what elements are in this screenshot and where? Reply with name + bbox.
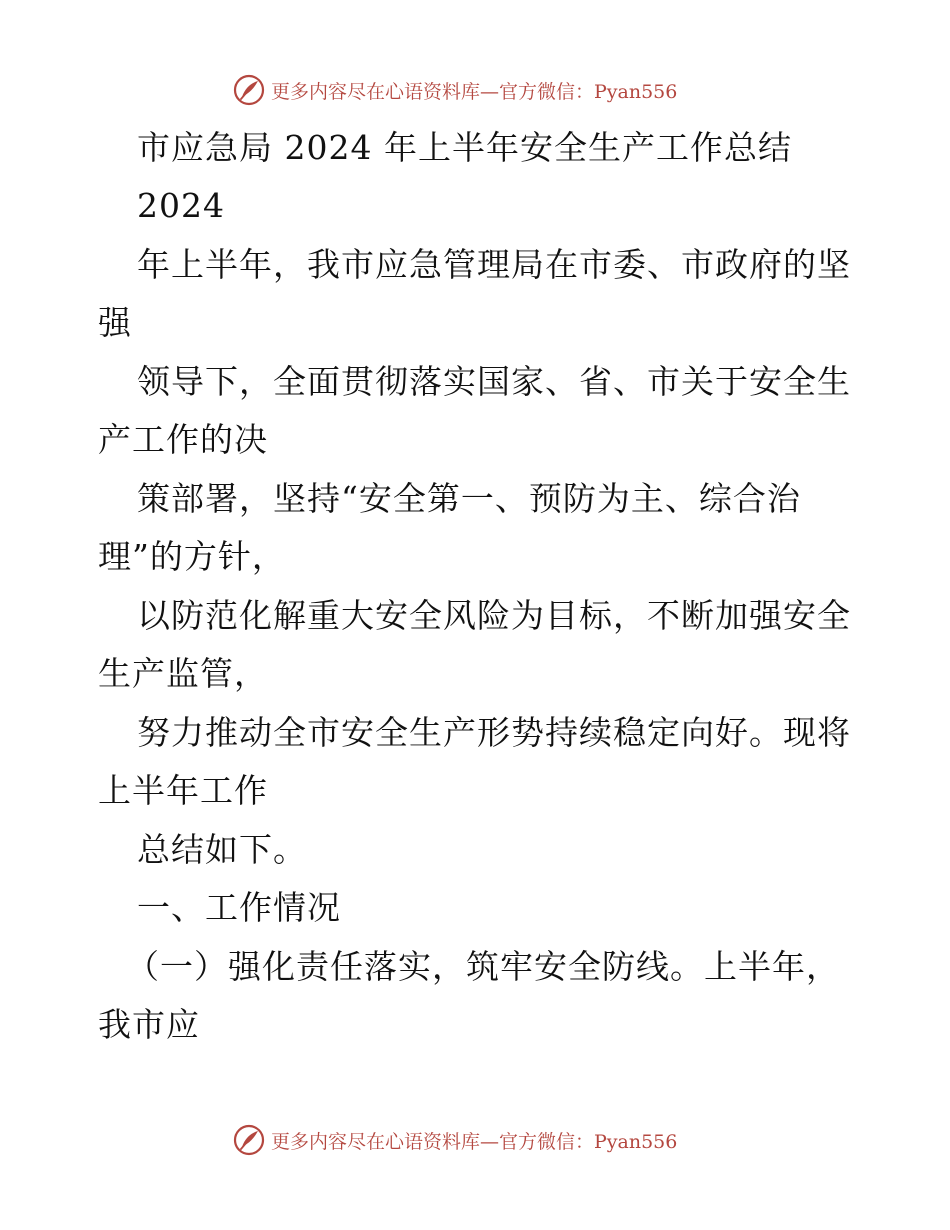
text-line: 策部署，坚持“安全第一、预防为主、综合治 [137,479,801,518]
document-title: 市应急局 2024 年上半年安全生产工作总结 [137,128,792,167]
header-banner [233,72,677,108]
text-line: （一）强化责任落实，筑牢安全防线。上半年， [126,947,840,986]
section-heading: 一、工作情况 [137,888,341,927]
banner-text: 更多内容尽在心语资料库—官方微信：Pyan556 [271,80,678,103]
text-line: 强 [98,303,132,342]
text-line: 我市应 [98,1005,200,1044]
banner-text: 更多内容尽在心语资料库—官方微信：Pyan556 [271,1130,678,1153]
text-line: 领导下，全面贯彻落实国家、省、市关于安全生 [137,362,851,401]
text-line: 生产监管， [98,654,268,693]
feather-quill-logo [233,74,265,106]
text-line: 总结如下。 [137,830,307,869]
text-line: 年上半年，我市应急管理局在市委、市政府的坚 [137,245,851,284]
footer-banner [233,1122,677,1158]
text-line: 以防范化解重大安全风险为目标，不断加强安全 [137,596,851,635]
text-line: 努力推动全市安全生产形势持续稳定向好。现将 [137,713,851,752]
text-line: 理”的方针， [98,537,286,576]
text-line: 上半年工作 [98,771,268,810]
text-line: 2024 [137,186,225,225]
feather-quill-logo [233,1124,265,1156]
text-line: 产工作的决 [98,420,268,459]
